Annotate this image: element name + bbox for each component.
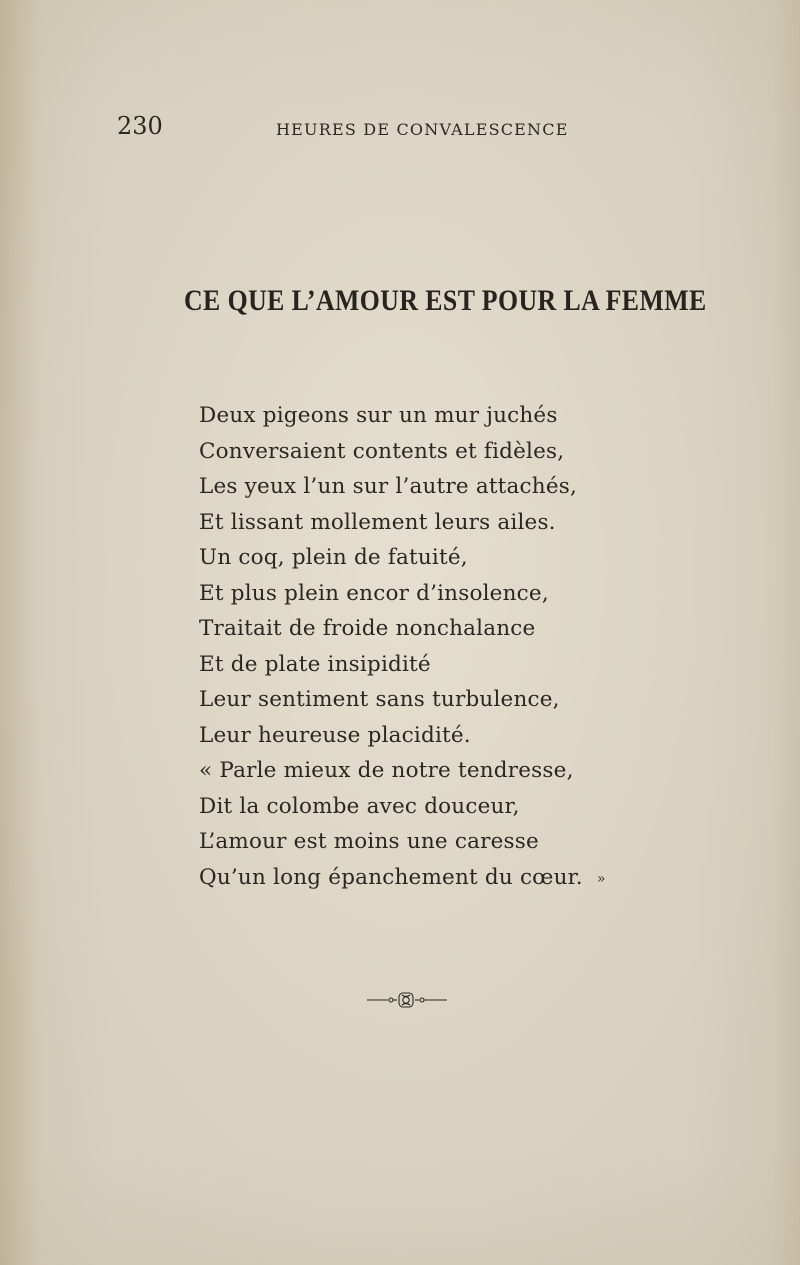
poem-line: Leur sentiment sans turbulence, bbox=[199, 687, 560, 712]
poem-line: Traitait de froide nonchalance bbox=[199, 616, 536, 641]
poem-line: Leur heureuse placidité. bbox=[199, 722, 471, 748]
poem-line-last bbox=[199, 860, 606, 896]
poem-line: « Parle mieux de notre tendresse, bbox=[199, 758, 574, 783]
poem-body bbox=[199, 398, 606, 895]
poem-line: Et plus plein encor d’insolence, bbox=[199, 580, 549, 606]
fleuron-icon bbox=[366, 990, 448, 1010]
page-number: 230 bbox=[117, 112, 163, 140]
poem-line: Et lissant mollement leurs ailes. bbox=[199, 509, 556, 535]
poem-line-text: Qu’un long épanchement du cœur. bbox=[199, 864, 583, 890]
closing-quote: » bbox=[596, 870, 606, 887]
poem-line: Dit la colombe avec douceur, bbox=[199, 793, 520, 819]
poem-line: Un coq, plein de fatuité, bbox=[199, 545, 468, 570]
poem-title: CE QUE L’AMOUR EST POUR LA FEMME bbox=[184, 284, 707, 317]
poem-line: Les yeux l’un sur l’autre attachés, bbox=[199, 474, 578, 499]
poem-line: Conversaient contents et fidèles, bbox=[199, 438, 565, 464]
poem-line: Deux pigeons sur un mur juchés bbox=[199, 403, 558, 428]
poem-line: L’amour est moins une caresse bbox=[199, 829, 539, 854]
poem-line: Et de plate insipidité bbox=[199, 651, 431, 677]
running-head: HEURES DE CONVALESCENCE bbox=[276, 120, 569, 139]
